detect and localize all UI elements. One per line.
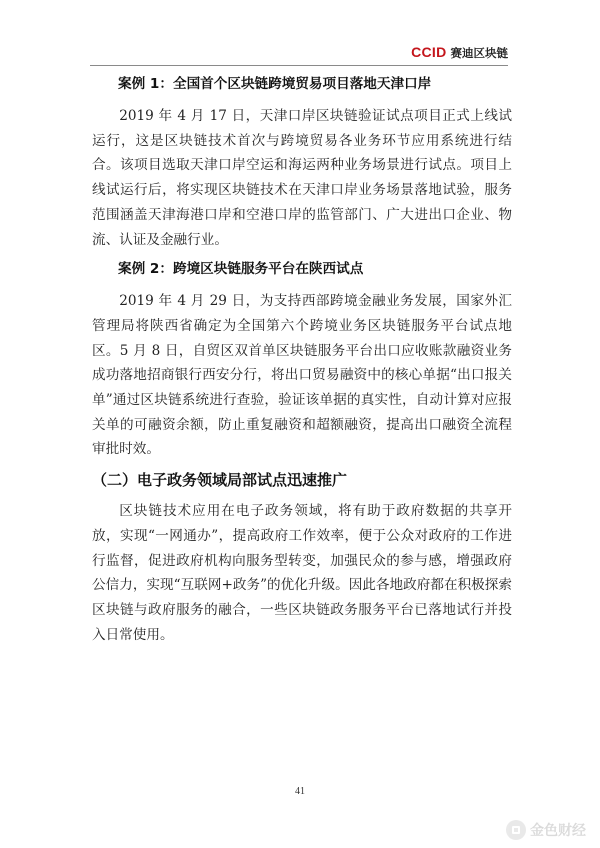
watermark-logo-icon — [506, 820, 526, 840]
page-number: 41 — [295, 786, 305, 797]
page-header — [411, 44, 508, 61]
watermark-text: 金色财经 — [530, 823, 586, 839]
watermark — [506, 820, 586, 840]
document-body — [92, 74, 512, 654]
case2-title: 案例 2：跨境区块链服务平台在陕西试点 — [118, 261, 364, 278]
header-divider — [90, 65, 508, 66]
section2-title: （二）电子政务领域局部试点迅速推广 — [92, 471, 348, 490]
brand-ccid-logo: CCID — [411, 44, 447, 60]
case1-paragraph: 2019 年 4 月 17 日，天津口岸区块链验证试点项目正式上线试运行，这是区块链技术首次与跨境贸易各业务环节应用系统进行结合。该项目选取天津口岸空运和海运两种业务场景进行试点。项目上线试运行后，将实现区块链技术在天津口岸业务场景落地试验，服务范围涵盖天津海港口岸和空港口岸的监管部门、广大进出口企业、物流、认证及金融行业。 — [92, 108, 512, 248]
brand-name: 赛迪区块链 — [450, 46, 508, 60]
case2-paragraph: 2019 年 4 月 29 日，为支持西部跨境金融业务发展，国家外汇管理局将陕西省确定为全国第六个跨境业务区块链服务平台试点地区。5 月 8 日，自贸区双首单区块链服务平台出口应收账款融资业务成功落地招商银行西安分行，将出口贸易融资中的核心单据“出口报关单”通过区块链系统进行查验，验证该单据的真实性，自动计算对应报关单的可融资余额，防止重复融资和超额融资，提高出口融资全流程审批时效。 — [92, 293, 512, 458]
case1-title: 案例 1：全国首个区块链跨境贸易项目落地天津口岸 — [118, 76, 432, 92]
section2-paragraph: 区块链技术应用在电子政务领域，将有助于政府数据的共享开放，实现“一网通办”，提高政府工作效率，便于公众对政府的工作进行监督，促进政府机构向服务型转变，加强民众的参与感，增强政府公信力，实现“互联网+政务”的优化升级。因此各地政府都在积极探索区块链与政府服务的融合，一些区块链政务服务平台已落地试行并投入日常使用。 — [92, 503, 512, 643]
